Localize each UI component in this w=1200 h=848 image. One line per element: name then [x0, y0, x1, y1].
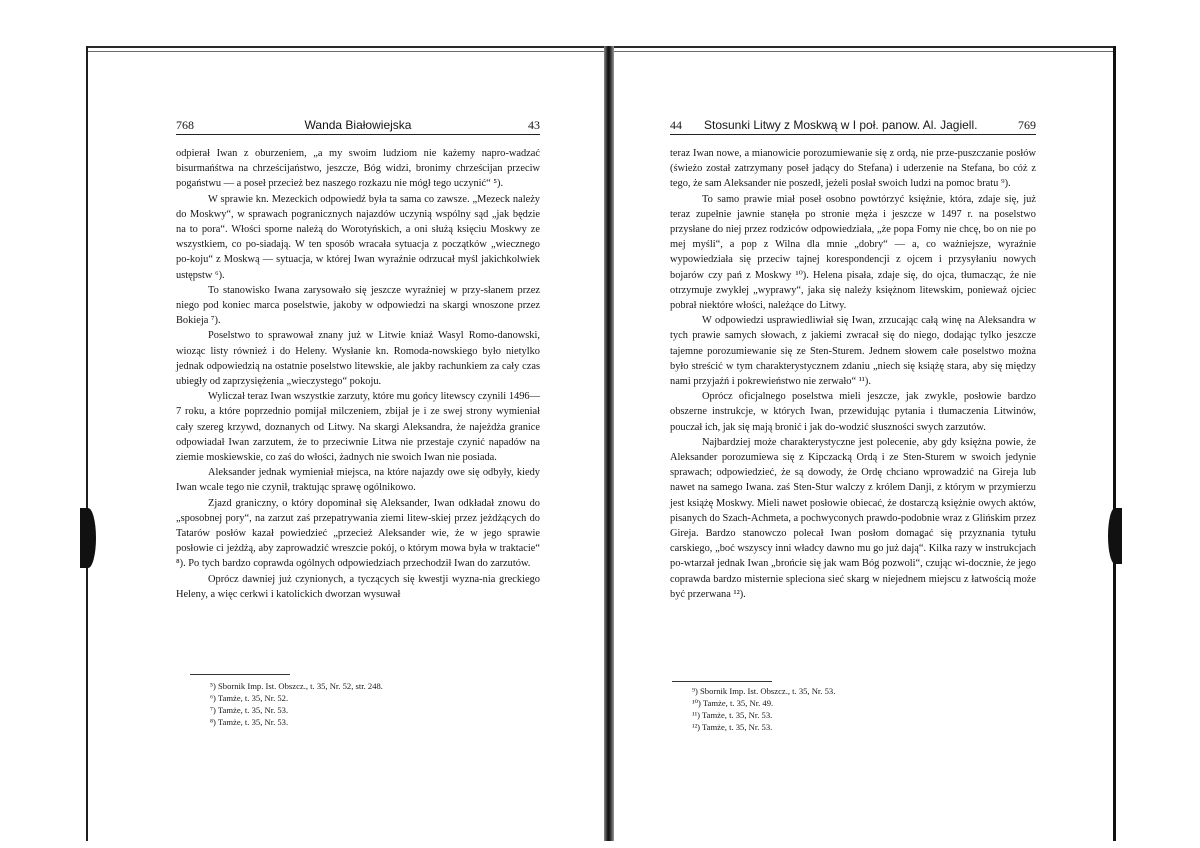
- footnote: ⁷) Tamże, t. 35, Nr. 53.: [210, 705, 289, 715]
- paragraph: Oprócz dawniej już czynionych, a tyczących się kwestji wyzna-nia greckiego Heleny, a więc cerkwi i katolickich dworzan wysuwał: [176, 573, 540, 600]
- footnote: ⁸) Tamże, t. 35, Nr. 53.: [210, 717, 289, 727]
- left-page-header: [176, 118, 540, 135]
- paragraph: To samo prawie miał poseł osobno powtórzyć księżnie, która, zdaje się, już teraz zupełnie jawnie stanęła po stronie męża i jeszcze w 1497 r. na poselstwo przysłane do niej przez rodziców odpowiedziała, „że popa Fomy nie chcę, bo on nie po mej myśli“, a pop z Wilna dla mnie „dobry“ — a, co ważniejsze, wyraźnie wypowiedziała się przeciw tajnej korespondencji z ojcem i przysyłaniu nowych bojarów czy pań z Moskwy ¹⁰). Helena pisała, zdaje się, do ojca, tłumacząc, że nie otrzymuje zwykłej „wyprawy“, jaka się należy księżnom litewskim, ponieważ ojciec pobrał niektóre włości, należące do Litwy.: [670, 193, 1036, 312]
- paragraph: Aleksander jednak wymieniał miejsca, na które najazdy owe się odbyły, kiedy Iwan wcale tego nie czynił, traktując sprawę ogólnikowo.: [176, 467, 540, 494]
- footnote-rule: [672, 681, 772, 682]
- footnote: ⁶) Tamże, t. 35, Nr. 52.: [210, 693, 289, 703]
- footnote: ¹¹) Tamże, t. 35, Nr. 53.: [692, 710, 773, 720]
- paragraph: Najbardziej może charakterystyczne jest polecenie, aby gdy księżna powie, że Aleksander porozumiewa się z Kipczacką Ordą i ze Sten-Sturem w swoich jedynie sprawach; odpowiedzieć, że są dowody, że Ordę chciano wprowadzić na Gireja lub nawet na samego Iwana. zaś Sten-Stur walczy z królem Danji, z którym w przymierzu jest książę Moskwy. Mieli nawet posłowie obiecać, że dostarczą księżnie owych aktów, pisanych do Szach-Achmeta, a pochwyconych prawdo-podobnie wraz z Glińskim przez Gireja. Bardzo stanowczo polecał Iwan posłom domagać się przyznania tytułu carskiego, „boć wszyscy inni władcy dawno mu go już dają“. Kilka razy w instrukcjach po-wtarzał jednak Iwan „brońcie się jak wam Bóg pozwoli“, czując wi-docznie, że jego coprawda bardzo misternie spleciona sieć skarg w niejednem miejscu z łatwością może być przerwana ¹²).: [670, 436, 1036, 600]
- right-page-header: [670, 118, 1036, 135]
- paragraph: teraz Iwan nowe, a mianowicie porozumiewanie się z ordą, nie prze-puszczanie posłów (świeżo został zatrzymany poseł jadący do Stefana) i uderzenie na Stefana, bo cóż z tego, że sam Aleksander nie poszedł, jeżeli posłał swoich ludzi na pomoc bratu ⁹).: [670, 148, 1036, 190]
- footnote: ¹²) Tamże, t. 35, Nr. 53.: [692, 722, 773, 732]
- paragraph: W sprawie kn. Mezeckich odpowiedź była ta sama co zawsze. „Mezeck należy do Moskwy“, w sprawach pogranicznych najazdów uczynią wspólny sąd „jak będzie na to pora“. Włości sporne należą do Worotyńskich, a oni służą księciu Moskwy ze wszystkiem, co po-siadają. W ten sposób wracała sytuacja z początków „wiecznego po-koju“ z Moskwą — sytuacja, w której Iwan wyraźnie odrzucał myśl jakichkolwiek ustępstw ⁶).: [176, 193, 540, 281]
- running-title: Stosunki Litwy z Moskwą w I poł. panow. Al. Jagiell.: [704, 118, 978, 132]
- paragraph: To stanowisko Iwana zarysowało się jeszcze wyraźniej w przy-słanem przez niego pod koniec marca poselstwie, jakoby w odpowiedzi na skargi wnoszone przez Bokieja ⁷).: [176, 284, 540, 327]
- page-border-top-inner: [86, 51, 1116, 52]
- right-page-body: [670, 146, 1036, 602]
- paragraph: Wyliczał teraz Iwan wszystkie zarzuty, które mu gońcy litewscy czynili 1496—7 roku, a które poprzednio pomijał milczeniem, zbijał je i ze swej strony wymieniał cały szereg krzywd, doznanych od Litwy. Na skargi Aleksandra, że najeżdża granice odpowiadał Iwan zarzutem, że to przeciwnie Litwa nie przestaje czynić napadów na ziemie moskiewskie, co zaś do włości, żadnych nie swoich Iwan nie posiada.: [176, 391, 540, 464]
- paragraph: Oprócz oficjalnego poselstwa mieli jeszcze, jak zwykle, posłowie bardzo obszerne instrukcje, w których Iwan, przewidując pytania i tłumaczenia Litwinów, pouczał ich, jak się mają bronić i jak do-wodzić słuszności swych zarzutów.: [670, 391, 1036, 433]
- paragraph: W odpowiedzi usprawiedliwiał się Iwan, zrzucając całą winę na Aleksandra w tych prawie samych słowach, z jakiemi zwracał się do niego, dodając tylko jeszcze tajemne porozumiewanie się ze Sten-Sturem. Jednem słowem całe poselstwo można było streścić w tym charakterystycznem zdaniu „niech się książę stara, aby się między nami przyjaźń i pokrewieństwo nie zerwało“ ¹¹).: [670, 315, 1036, 388]
- page-number-inner: 43: [528, 118, 540, 132]
- paragraph: Zjazd graniczny, o który dopominał się Aleksander, Iwan odkładał znowu do „sposobnej pory“, na zarzut zaś przepatrywania ziemi litew-skiej przez jeżdżących do Tatarów posłów kazał powiedzieć „przecież Aleksander wie, że w jego sprawie posłowie ci jeżdżą, aby zaprowadzić wreszcie pokój, o którym mowa była w traktacie“ ⁸). Po tych bardzo coprawda ogólnych odpowiedziach przechodził Iwan do zarzutów.: [176, 497, 540, 570]
- page-number: 769: [1018, 118, 1036, 132]
- right-footnotes: [692, 685, 1012, 733]
- footnote-rule: [190, 674, 290, 675]
- page-border-left: [86, 46, 88, 841]
- paragraph: Poselstwo to sprawował znany już w Litwie kniaź Wasyl Romo-danowski, wioząc listy również i do Heleny. Wysłanie kn. Romoda-nowskiego było nietylko jednak odpowiedzią na ostatnie poselstwo litewskie, ale jakby rachunkiem za cały czas ubiegły od zaprzysiężenia „wieczystego“ pokoju.: [176, 330, 540, 388]
- running-title: Wanda Białowiejska: [304, 118, 412, 132]
- page-border-right: [1113, 46, 1116, 841]
- page-number-inner: 44: [670, 118, 682, 132]
- left-footnotes: [210, 680, 530, 728]
- scan-edge-mark: [1108, 508, 1122, 564]
- paragraph: odpierał Iwan z oburzeniem, „a my swoim ludziom nie każemy napro-wadzać bisurmańśtwa na chrześcijaństwo, jeszcze, Bóg widzi, bronimy chrześcijan przeciw pogaństwu — a poseł przecież bez naszego rozkazu nie mógł tego uczynić“ ⁵).: [176, 148, 540, 190]
- footnote: ⁵) Sbornik Imp. Ist. Obszcz., t. 35, Nr. 52, str. 248.: [210, 681, 383, 691]
- footnote: ¹⁰) Tamże, t. 35, Nr. 49.: [692, 698, 774, 708]
- book-gutter: [604, 46, 614, 841]
- scan-edge-mark: [80, 508, 96, 568]
- left-page: [176, 118, 540, 718]
- right-page: [670, 118, 1036, 678]
- page-border-top: [86, 46, 1116, 48]
- left-page-body: [176, 146, 540, 602]
- footnote: ⁹) Sbornik Imp. Ist. Obszcz., t. 35, Nr. 53.: [692, 686, 836, 696]
- page-number: 768: [176, 118, 194, 132]
